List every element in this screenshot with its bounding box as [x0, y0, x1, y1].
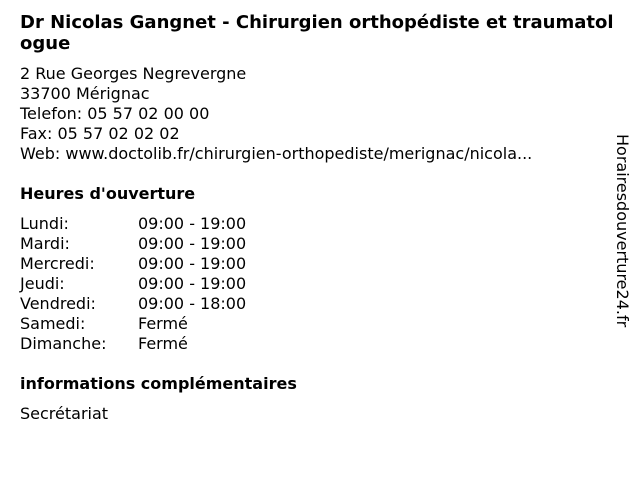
hours-value: 09:00 - 19:00	[138, 214, 247, 233]
phone-number[interactable]: Telefon: 05 57 02 00 00	[20, 104, 210, 123]
day-label: Vendredi:	[20, 294, 96, 313]
hours-value: 09:00 - 19:00	[138, 234, 247, 253]
hours-row	[20, 294, 246, 314]
hours-row	[20, 234, 246, 254]
hours-value: 09:00 - 19:00	[138, 274, 247, 293]
day-label: Lundi:	[20, 214, 69, 233]
hours-value: Fermé	[138, 314, 188, 333]
address-block	[20, 64, 600, 164]
fax-number: Fax: 05 57 02 02 02	[20, 124, 180, 143]
hours-value: 09:00 - 18:00	[138, 294, 247, 313]
day-label: Samedi:	[20, 314, 86, 333]
hours-row	[20, 314, 246, 334]
site-brand-watermark: Horairesdouverture24.fr	[613, 134, 632, 328]
day-label: Dimanche:	[20, 334, 107, 353]
hours-row	[20, 274, 246, 294]
city: 33700 Mérignac	[20, 84, 150, 103]
opening-hours-heading: Heures d'ouverture	[20, 184, 196, 203]
hours-row	[20, 254, 246, 274]
opening-hours-table	[20, 214, 246, 354]
website-link[interactable]: Web: www.doctolib.fr/chirurgien-orthopediste/merignac/nicola...	[20, 144, 533, 163]
day-label: Jeudi:	[20, 274, 65, 293]
hours-value: 09:00 - 19:00	[138, 254, 247, 273]
hours-row	[20, 214, 246, 234]
hours-value: Fermé	[138, 334, 188, 353]
day-label: Mardi:	[20, 234, 70, 253]
additional-info-text: Secrétariat	[20, 404, 109, 423]
additional-info-heading: informations complémentaires	[20, 374, 297, 393]
page-title: Dr Nicolas Gangnet - Chirurgien orthopédiste et traumatologue	[20, 12, 614, 54]
hours-row	[20, 334, 246, 354]
day-label: Mercredi:	[20, 254, 95, 273]
street-address: 2 Rue Georges Negrevergne	[20, 64, 247, 83]
